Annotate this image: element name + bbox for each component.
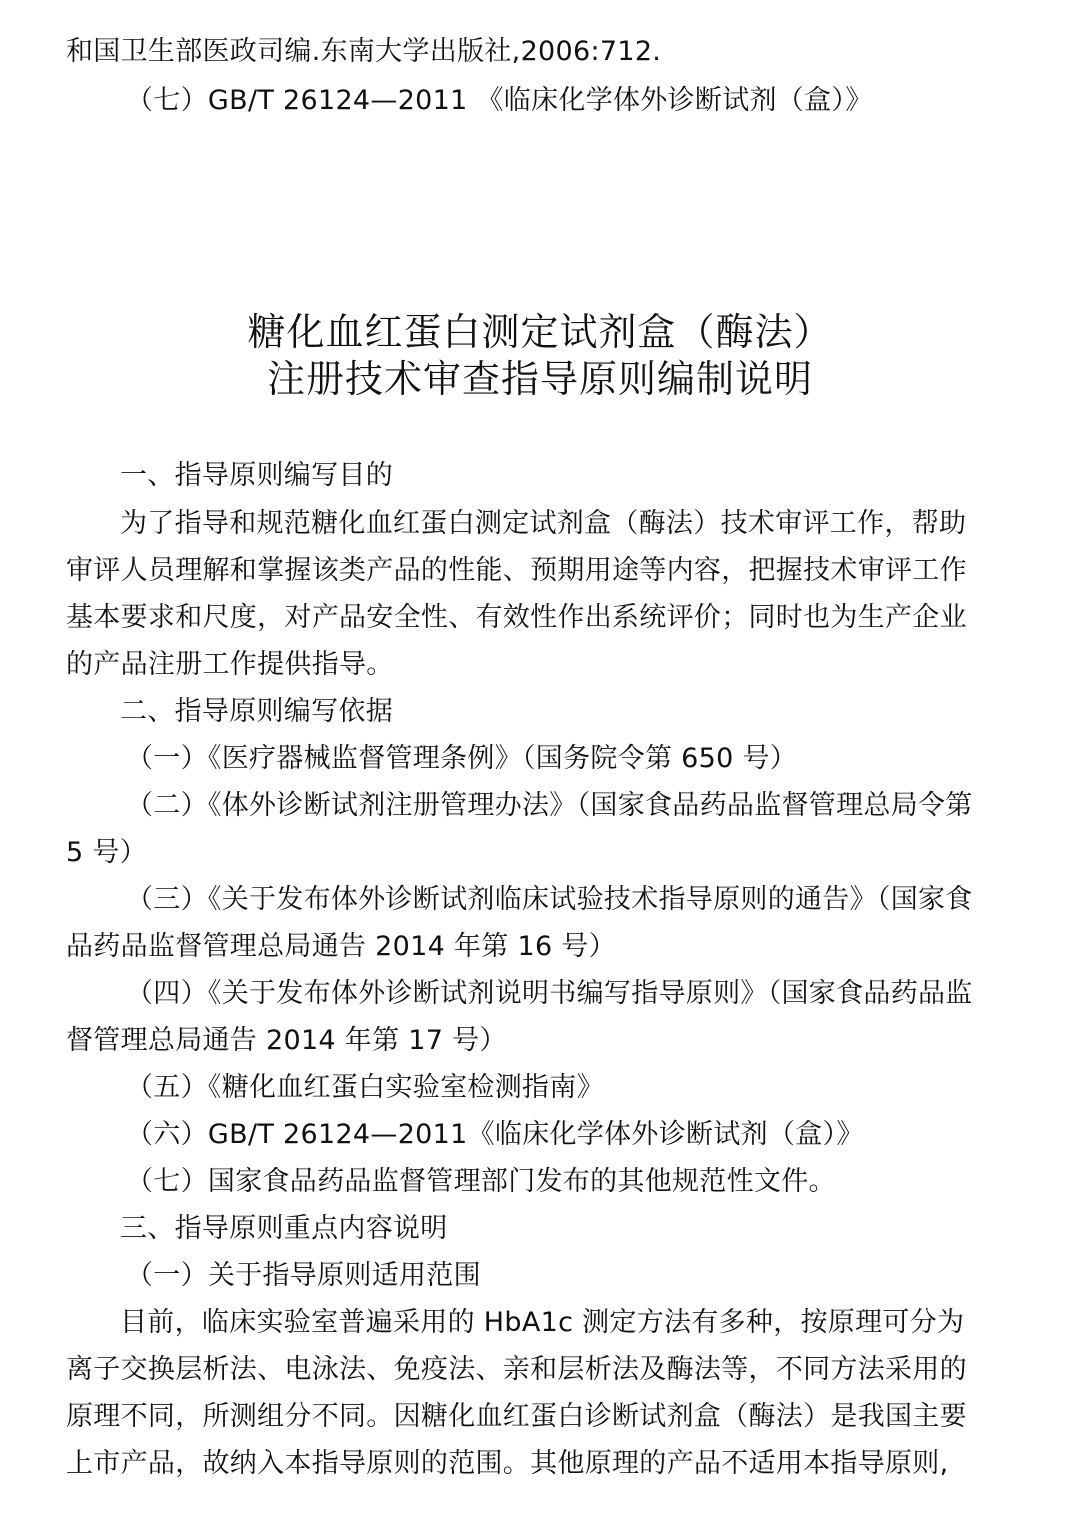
basis-item-3-line-1: （三）《关于发布体外诊断试剂临床试验技术指导原则的通告》（国家食 — [126, 884, 973, 915]
reference-line-continued: 和国卫生部医政司编.东南大学出版社,2006:712. — [66, 36, 662, 67]
paragraph-1-line-2: 审评人员理解和掌握该类产品的性能、预期用途等内容，把握技术审评工作 — [66, 555, 967, 586]
paragraph-2-line-3: 原理不同，所测组分不同。因糖化血红蛋白诊断试剂盒（酶法）是我国主要 — [66, 1401, 967, 1432]
subsection-heading-1: （一）关于指导原则适用范围 — [126, 1260, 481, 1291]
paragraph-2-line-4: 上市产品，故纳入本指导原则的范围。其他原理的产品不适用本指导原则, — [66, 1448, 949, 1479]
paragraph-1-line-4: 的产品注册工作提供指导。 — [66, 649, 394, 680]
basis-item-3-line-2: 品药品监督管理总局通告 2014 年第 16 号） — [66, 931, 616, 962]
basis-item-7: （七）国家食品药品监督管理部门发布的其他规范性文件。 — [126, 1166, 836, 1197]
paragraph-2-line-2: 离子交换层析法、电泳法、免疫法、亲和层析法及酶法等，不同方法采用的 — [66, 1354, 967, 1385]
section-heading-3: 三、指导原则重点内容说明 — [120, 1213, 448, 1244]
reference-line-7: （七）GB/T 26124—2011 《临床化学体外诊断试剂（盒）》 — [126, 85, 873, 116]
basis-item-2-line-2: 5 号） — [66, 837, 147, 868]
paragraph-1-line-3: 基本要求和尺度，对产品安全性、有效性作出系统评价；同时也为生产企业 — [66, 602, 967, 633]
basis-item-4-line-2: 督管理总局通告 2014 年第 17 号） — [66, 1025, 507, 1056]
basis-item-2-line-1: （二）《体外诊断试剂注册管理办法》（国家食品药品监督管理总局令第 — [126, 790, 973, 821]
basis-item-5: （五）《糖化血红蛋白实验室检测指南》 — [126, 1072, 604, 1103]
basis-item-1: （一）《医疗器械监督管理条例》（国务院令第 650 号） — [126, 743, 798, 774]
basis-item-4-line-1: （四）《关于发布体外诊断试剂说明书编写指导原则》（国家食品药品监 — [126, 978, 973, 1009]
paragraph-2-line-1: 目前，临床实验室普遍采用的 HbA1c 测定方法有多种，按原理可分为 — [120, 1307, 965, 1338]
document-title-line-1: 糖化血红蛋白测定试剂盒（酶法） — [247, 310, 833, 354]
section-heading-1: 一、指导原则编写目的 — [120, 460, 393, 491]
section-heading-2: 二、指导原则编写依据 — [120, 696, 393, 727]
basis-item-6: （六）GB/T 26124—2011《临床化学体外诊断试剂（盒）》 — [126, 1119, 864, 1150]
paragraph-1-line-1: 为了指导和规范糖化血红蛋白测定试剂盒（酶法）技术审评工作，帮助 — [120, 508, 967, 539]
document-title-line-2: 注册技术审查指导原则编制说明 — [266, 357, 813, 401]
